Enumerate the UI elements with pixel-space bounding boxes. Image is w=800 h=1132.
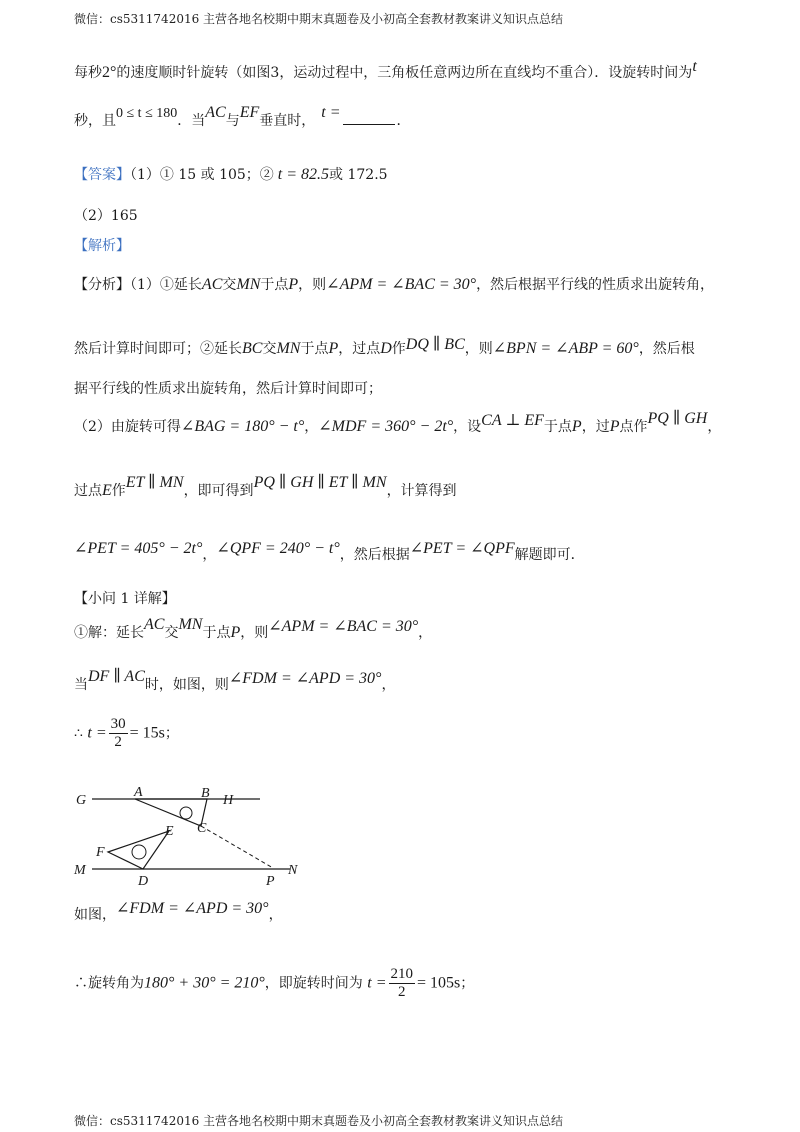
math: ∠QPF = 240° − t°	[216, 540, 340, 557]
label-C: C	[197, 821, 207, 836]
math: MN	[236, 276, 261, 293]
math: ∠APM = ∠BAC = 30°	[326, 276, 477, 293]
text: 当	[74, 677, 88, 693]
triangle-hole	[180, 807, 192, 819]
math: CA ⊥ EF	[481, 412, 544, 429]
text: ∴	[74, 725, 83, 742]
text: 于点	[300, 341, 329, 357]
text: 点作	[619, 419, 648, 435]
text: ，	[381, 677, 396, 693]
page-header: 微信：cs5311742016 主营各地名校期中期末真题卷及小初高全套教材教案讲义知识点总结	[74, 12, 564, 26]
detail-tag: 【小问 1 详解】	[74, 591, 176, 607]
answer-tag: 【答案】	[74, 167, 130, 183]
detail-line-5	[74, 966, 474, 1001]
analysis-line-6	[74, 540, 585, 564]
triangle-hole	[132, 845, 146, 859]
text: 每秒	[74, 65, 102, 81]
math: MN	[276, 340, 301, 357]
text: ，过点	[338, 341, 381, 357]
text: ；	[460, 975, 475, 992]
frac-den: 2	[398, 984, 406, 1000]
math: ∠PET = ∠QPF	[409, 540, 515, 557]
text: ，则	[298, 277, 327, 293]
text: 时，如图，则	[144, 677, 229, 693]
text: 或 172.5	[329, 167, 388, 183]
math: t =	[367, 974, 387, 992]
analysis-line-3: 据平行线的性质求出旋转角，然后计算时间即可；	[74, 381, 382, 397]
answer-part2: （2）165	[74, 208, 138, 224]
dashed-line	[201, 826, 273, 868]
text: ，	[418, 625, 433, 641]
text: ，计算得到	[386, 483, 457, 499]
text: 于点	[543, 419, 572, 435]
math: AC	[144, 616, 165, 633]
jiexi-tag: 【解析】	[74, 238, 130, 254]
math: 180° + 30° = 210°	[144, 974, 265, 992]
math: E	[102, 482, 112, 499]
label-G: G	[76, 793, 87, 808]
text: 交	[262, 341, 277, 357]
label-M: M	[74, 863, 86, 878]
math: P	[609, 418, 620, 435]
text: 的速度顺时针旋转（如图3，运动过程中，三角板任意两边所在直线均不重合）．设旋转时间为	[116, 65, 693, 81]
math: 0 ≤ t ≤ 180	[116, 106, 178, 121]
question-line-1	[74, 58, 697, 82]
text: ，设	[453, 419, 482, 435]
analysis-line-2	[74, 336, 695, 358]
math: ∠FDM = ∠APD = 30°	[116, 900, 269, 917]
math: AC	[205, 104, 226, 121]
label-F: F	[96, 845, 105, 860]
page-footer: 微信：cs5311742016 主营各地名校期中期末真题卷及小初高全套教材教案讲义知识点总结	[74, 1114, 564, 1128]
text: ，然后根据	[339, 547, 410, 563]
text: 作	[111, 483, 126, 499]
answer-line	[74, 166, 388, 184]
label-D: D	[138, 874, 149, 889]
text: ，	[202, 547, 217, 563]
text: ，则	[240, 625, 269, 641]
frac-num: 30	[110, 716, 126, 732]
text: ，即可得到	[183, 483, 254, 499]
text: 秒，且	[74, 113, 116, 129]
geometry-figure	[70, 782, 310, 892]
label-E: E	[165, 824, 174, 839]
math: P	[328, 340, 339, 357]
detail-line-2	[74, 668, 396, 694]
text: 交	[164, 625, 179, 641]
text: ．当	[177, 113, 206, 129]
math: ∠FDM = ∠APD = 30°	[228, 670, 382, 687]
question-line-2	[74, 104, 411, 131]
math: EF	[239, 104, 260, 121]
text: （1）①延长	[130, 277, 202, 293]
math: MN	[178, 616, 203, 633]
math: 2°	[102, 64, 117, 81]
math: t = 82.5	[277, 166, 330, 183]
text: ，则	[464, 341, 493, 357]
math: BC	[242, 340, 263, 357]
math: PQ ∥ GH ∥ ET ∥ MN	[253, 474, 387, 491]
text: 与	[225, 113, 240, 129]
math: P	[571, 418, 582, 435]
text: ．	[396, 113, 411, 129]
frac-den: 2	[114, 734, 122, 750]
fraction	[389, 966, 416, 1001]
text: 于点	[202, 625, 231, 641]
text: ，	[268, 907, 283, 923]
math: ∠BAG = 180° − t°	[180, 418, 305, 435]
text: ①解：延长	[74, 625, 144, 641]
math: ∠PET = 405° − 2t°	[74, 540, 203, 557]
math: = 105s	[417, 974, 461, 992]
text: ，然后根	[638, 341, 695, 357]
math: AC	[201, 276, 223, 293]
math: DQ ∥ BC	[405, 336, 465, 353]
label-P: P	[266, 874, 275, 889]
text: 解题即可．	[514, 547, 585, 563]
text: 于点	[260, 277, 289, 293]
label-H: H	[223, 793, 234, 808]
text: 如图，	[74, 907, 116, 923]
label-N: N	[288, 863, 298, 878]
math: ∠MDF = 360° − 2t°	[318, 418, 454, 435]
triangle-DEF	[108, 831, 169, 869]
math: t =	[87, 724, 107, 742]
text: ，即旋转时间为	[264, 975, 363, 992]
math: PQ ∥ GH	[647, 410, 708, 427]
text: 垂直时，	[259, 113, 316, 129]
text: ，	[707, 419, 722, 435]
analysis-line-1	[74, 276, 714, 294]
label-B: B	[201, 786, 210, 801]
analysis-line-5	[74, 474, 457, 500]
text: ∴旋转角为	[74, 975, 144, 992]
text: （2）由旋转可得	[74, 419, 181, 435]
detail-line-1	[74, 616, 433, 642]
analysis-line-4	[74, 410, 722, 436]
text: 然后计算时间即可；②延长	[74, 341, 242, 357]
math: ∠APM = ∠BAC = 30°	[268, 618, 419, 635]
text: ；	[164, 725, 179, 742]
text: ，过	[581, 419, 610, 435]
math: ET ∥ MN	[125, 474, 184, 491]
math: D	[380, 340, 392, 357]
text: ，	[304, 419, 319, 435]
frac-num: 210	[390, 966, 413, 982]
math: P	[288, 276, 299, 293]
fraction	[109, 716, 128, 751]
detail-line-3	[74, 716, 179, 751]
text: 过点	[74, 483, 102, 499]
analysis-tag: 【分析】	[74, 277, 130, 293]
text: （1）① 15 或 105；②	[130, 167, 274, 183]
detail-line-4	[74, 900, 283, 924]
answer-blank	[343, 110, 395, 125]
math: DF ∥ AC	[88, 668, 145, 685]
math: P	[230, 624, 241, 641]
text: 交	[222, 277, 237, 293]
math: ∠BPN = ∠ABP = 60°	[492, 340, 639, 357]
math: t =	[321, 104, 341, 121]
text: ，然后根据平行线的性质求出旋转角，	[476, 277, 715, 293]
math: = 15s	[129, 724, 165, 742]
label-A: A	[134, 785, 143, 800]
math: t	[692, 58, 697, 75]
text: 作	[391, 341, 406, 357]
